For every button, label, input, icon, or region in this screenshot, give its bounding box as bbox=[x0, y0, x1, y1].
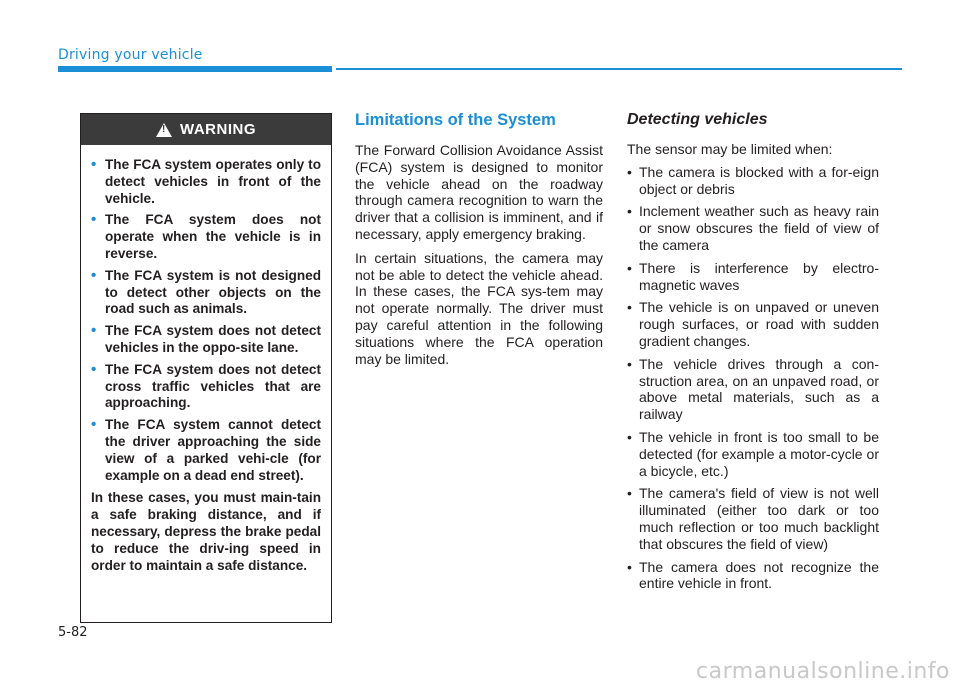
warning-title: WARNING bbox=[180, 121, 256, 138]
section-title: Driving your vehicle bbox=[58, 47, 203, 63]
warning-triangle-icon bbox=[156, 123, 172, 137]
warning-header bbox=[81, 114, 331, 145]
detecting-item: • The vehicle is on unpaved or uneven rough surfaces, or road with sudden gradient changes. bbox=[627, 299, 879, 349]
header-rule-thick bbox=[58, 66, 332, 72]
limitations-paragraph: The Forward Collision Avoidance Assist (FCA) system is designed to monitor the vehicle ahead on the roadway through camera recognition to warn the driver that a collision is imminent, and if necessary, apply emergency braking. bbox=[355, 142, 603, 242]
detecting-item: • The camera is blocked with a for-eign object or debris bbox=[627, 164, 879, 198]
detecting-item: • The camera's field of view is not well illuminated (either too dark or too much reflection or too much backlight that obscures the field of view) bbox=[627, 485, 879, 552]
warning-footer-text: In these cases, you must main-tain a safe braking distance, and if necessary, depress the brake pedal to reduce the driv-ing speed in order to maintain a safe distance. bbox=[91, 490, 321, 573]
limitations-section bbox=[355, 111, 603, 374]
detecting-item: • The vehicle in front is too small to be detected (for example a motor-cycle or a bicycle, etc.) bbox=[627, 429, 879, 479]
watermark: carmanualsonline.info bbox=[696, 659, 950, 684]
warning-item: • The FCA system is not designed to detect other objects on the road such as animals. bbox=[91, 268, 321, 318]
detecting-item: • The camera does not recognize the entire vehicle in front. bbox=[627, 559, 879, 593]
detecting-item: • There is interference by electro-magnetic waves bbox=[627, 260, 879, 294]
header-rule-thin bbox=[336, 68, 902, 70]
limitations-heading: Limitations of the System bbox=[355, 111, 556, 129]
warning-item: • The FCA system cannot detect the driver approaching the side view of a parked vehi-cle (for example on a dead end street). bbox=[91, 417, 321, 484]
warning-item: • The FCA system does not operate when the vehicle is in reverse. bbox=[91, 212, 321, 262]
detecting-list bbox=[627, 164, 879, 592]
detecting-heading: Detecting vehicles bbox=[627, 111, 768, 128]
warning-item: • The FCA system does not detect cross traffic vehicles that are approaching. bbox=[91, 362, 321, 412]
warning-item: • The FCA system operates only to detect vehicles in front of the vehicle. bbox=[91, 157, 321, 207]
warning-list bbox=[91, 157, 321, 484]
detecting-intro: The sensor may be limited when: bbox=[627, 141, 833, 157]
limitations-paragraph: In certain situations, the camera may not be able to detect the vehicle ahead. In these cases, the FCA sys-tem may not operate normally. The driver must pay careful attention in the following situations where the FCA operation may be limited. bbox=[355, 249, 603, 367]
warning-box bbox=[80, 113, 332, 623]
detecting-section bbox=[627, 111, 879, 598]
warning-body bbox=[81, 145, 331, 574]
warning-item: • The FCA system does not detect vehicles in the oppo-site lane. bbox=[91, 323, 321, 357]
detecting-item: • Inclement weather such as heavy rain or snow obscures the field of view of the camera bbox=[627, 203, 879, 253]
page-number: 5-82 bbox=[58, 625, 88, 640]
detecting-item: • The vehicle drives through a con-struction area, on an unpaved road, or above metal materials, such as a railway bbox=[627, 356, 879, 423]
